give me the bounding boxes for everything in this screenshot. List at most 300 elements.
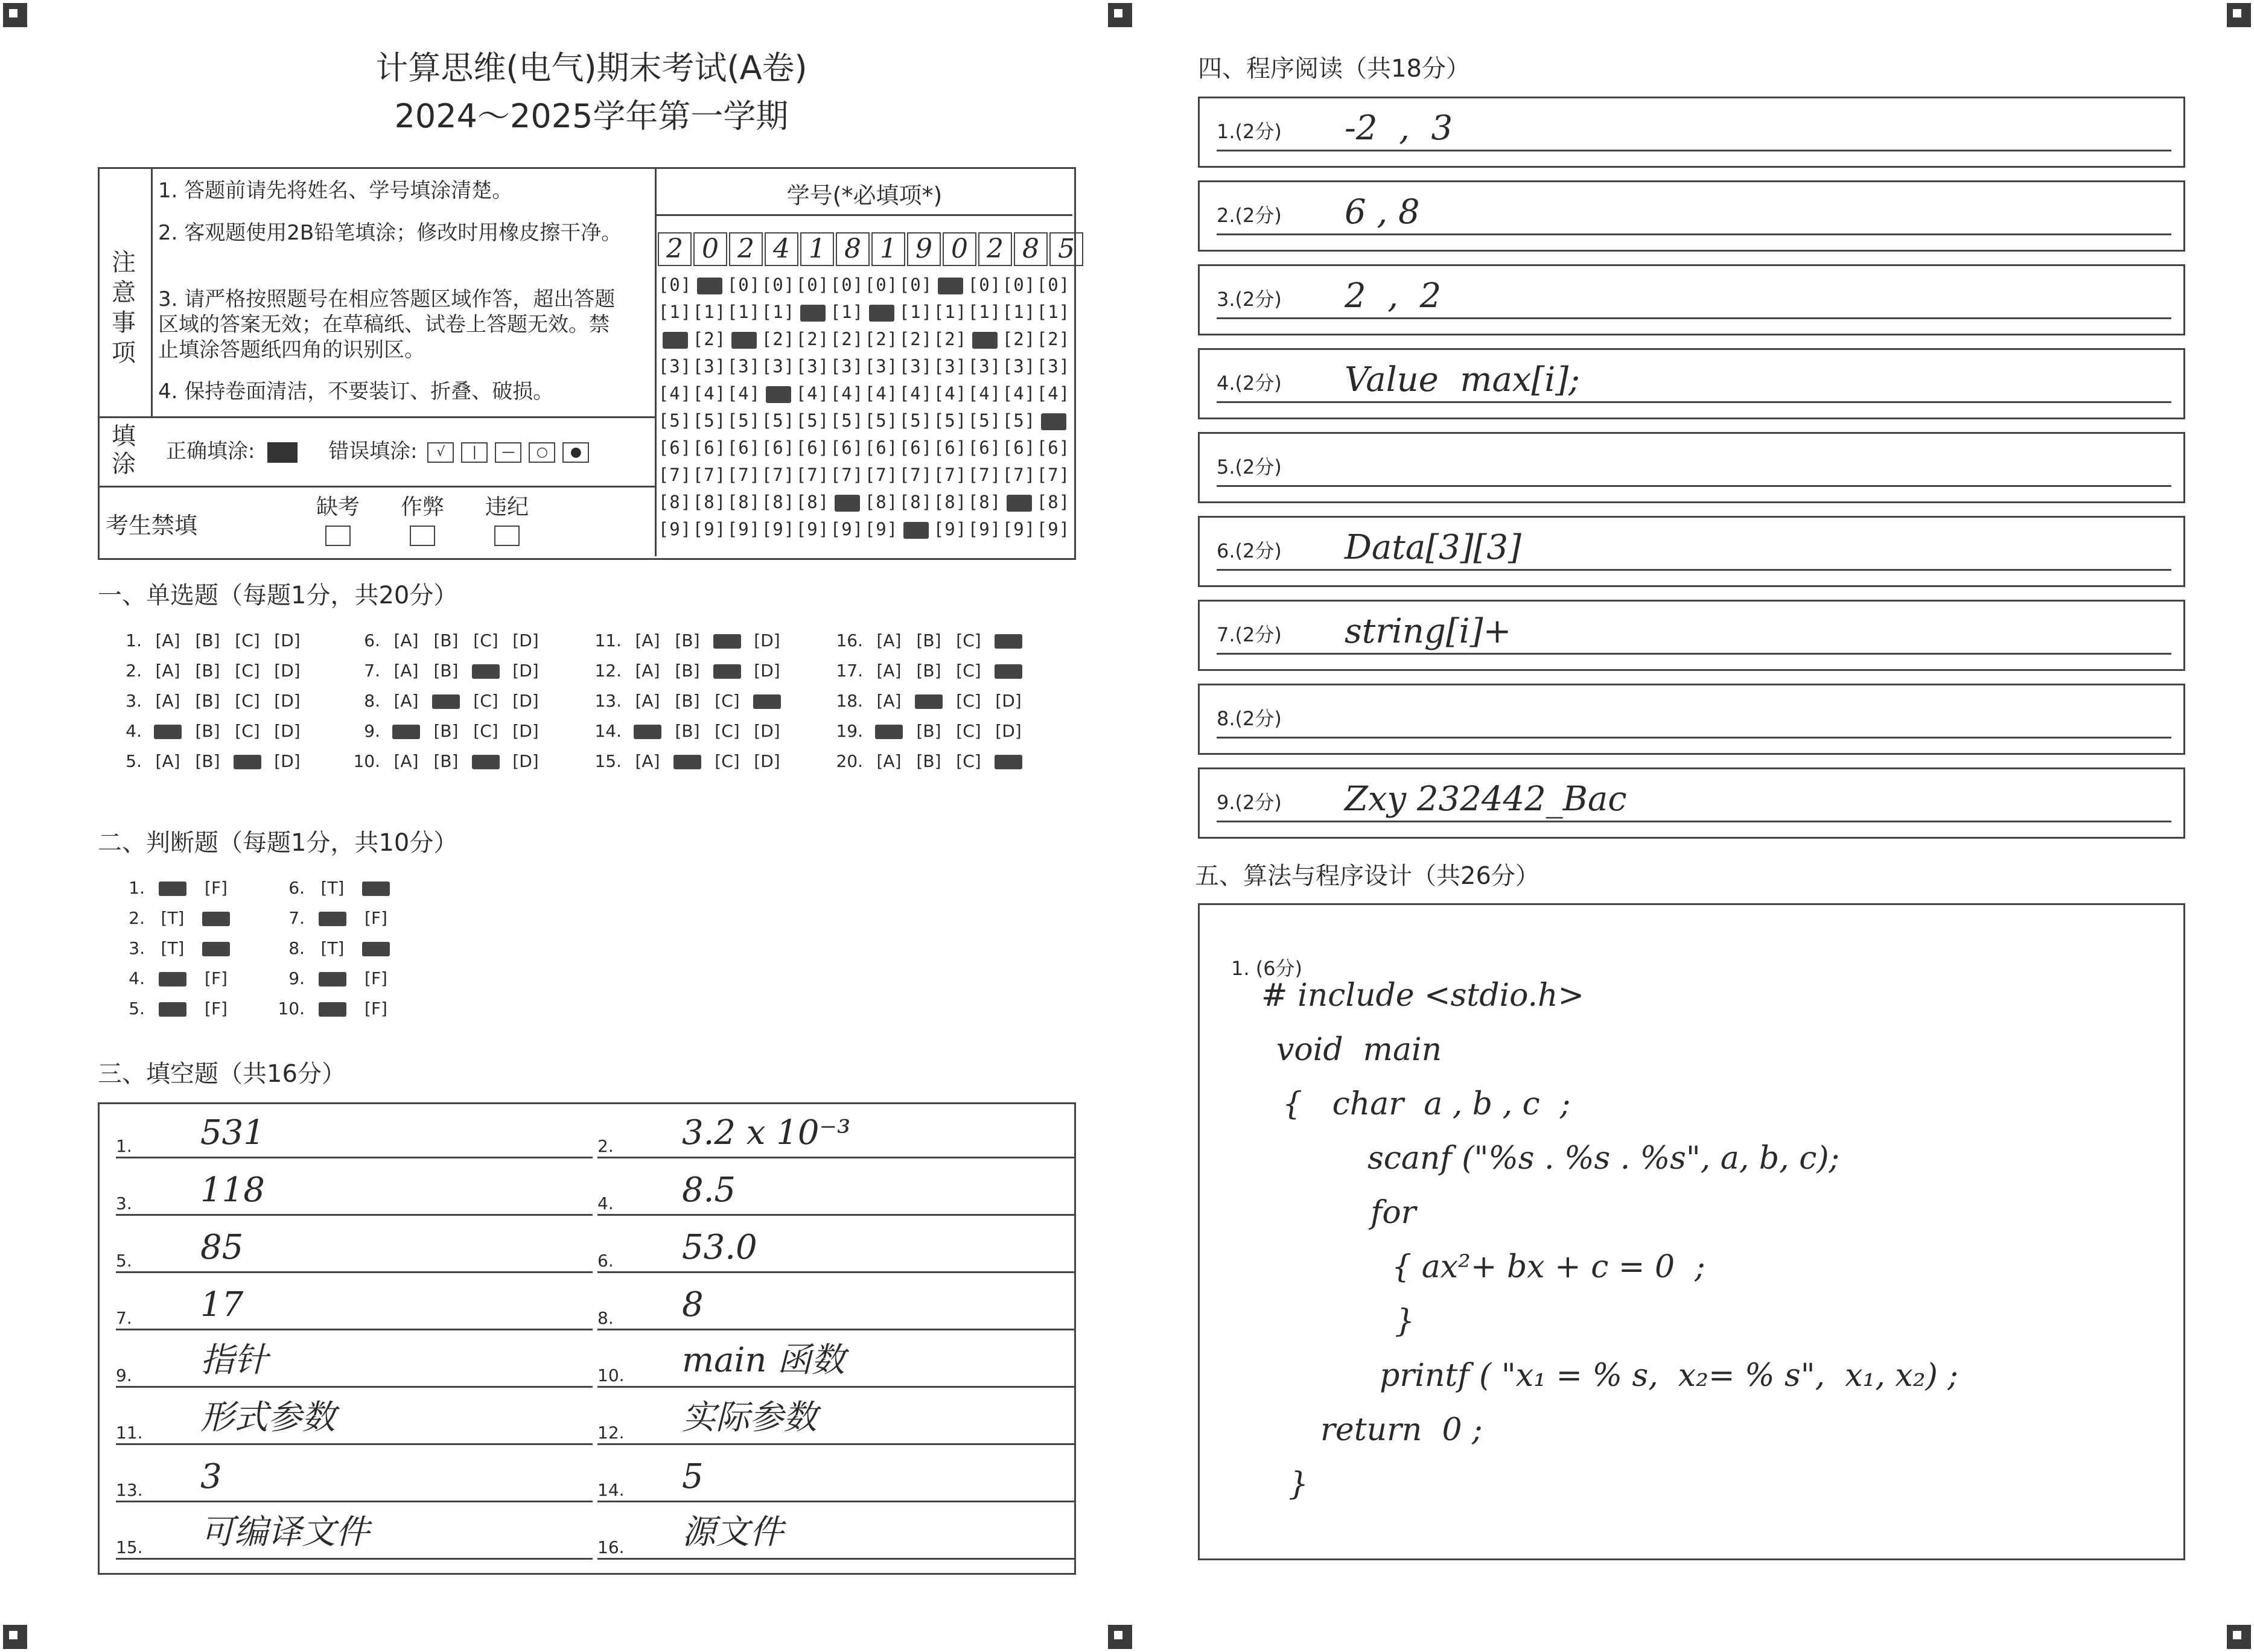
id-bubble[interactable]: [9] — [761, 519, 795, 539]
id-bubble[interactable]: [4] — [830, 383, 864, 404]
program-answer-box — [1198, 516, 2185, 587]
id-bubble[interactable]: [6] — [692, 437, 727, 458]
id-bubble[interactable]: [5] — [658, 410, 692, 431]
id-bubble[interactable]: [6] — [899, 437, 933, 458]
option-bubble[interactable]: [F] — [365, 968, 387, 988]
answer-text[interactable]: Data[3][3] — [1345, 528, 1521, 567]
id-bubble[interactable]: [6] — [795, 437, 830, 458]
option-bubble[interactable]: [A] — [393, 691, 419, 711]
blank-number: 10. — [597, 1365, 625, 1385]
mcq-question — [830, 721, 1028, 741]
id-bubble[interactable]: [3] — [795, 356, 830, 376]
option-bubble[interactable]: [B] — [675, 691, 700, 711]
option-bubble[interactable]: [F] — [205, 878, 228, 898]
option-bubble[interactable]: [C] — [235, 721, 260, 741]
option-bubble[interactable]: [D] — [754, 751, 780, 771]
id-bubble[interactable] — [658, 329, 692, 349]
blank-answer[interactable]: 8.5 — [682, 1171, 736, 1210]
id-bubble[interactable]: [0] — [658, 275, 692, 295]
blank-item — [597, 1276, 1074, 1330]
id-bubble[interactable]: [5] — [933, 410, 967, 431]
id-bubble[interactable]: [0] — [899, 275, 933, 295]
checkbox[interactable] — [325, 526, 351, 546]
checkbox[interactable] — [494, 526, 520, 546]
id-bubble[interactable]: [5] — [830, 410, 864, 431]
answer-text[interactable]: 2 , 2 — [1345, 276, 1442, 316]
id-bubble[interactable]: [7] — [761, 465, 795, 485]
id-bubble[interactable]: [2] — [830, 329, 864, 349]
blank-number: 13. — [116, 1480, 143, 1500]
option-bubble[interactable]: [C] — [715, 721, 740, 741]
id-bubble[interactable]: [1] — [1002, 302, 1036, 322]
id-bubble[interactable]: [6] — [727, 437, 761, 458]
id-bubble[interactable]: [8] — [795, 492, 830, 512]
option-bubble[interactable] — [386, 721, 426, 741]
id-bubble[interactable] — [830, 492, 864, 512]
id-bubble[interactable]: [2] — [1002, 329, 1036, 349]
answer-text[interactable]: -2 , 3 — [1345, 109, 1453, 148]
option-bubble[interactable] — [311, 908, 354, 928]
option-bubble[interactable]: [B] — [675, 721, 700, 741]
option-bubble[interactable] — [194, 908, 238, 928]
id-bubble[interactable]: [2] — [933, 329, 967, 349]
id-bubble[interactable] — [795, 302, 830, 322]
answer-label: 5.(2分) — [1217, 456, 1282, 478]
section5-title: 五、算法与程序设计（共26分） — [1195, 862, 1539, 890]
id-bubble[interactable]: [1] — [899, 302, 933, 322]
option-bubble[interactable] — [194, 938, 238, 958]
option-bubble[interactable]: [A] — [155, 691, 180, 711]
id-bubble[interactable]: [7] — [1002, 465, 1036, 485]
id-bubble[interactable]: [4] — [899, 383, 933, 404]
option-bubble[interactable]: [C] — [715, 691, 740, 711]
id-bubble[interactable]: [4] — [864, 383, 899, 404]
id-bubble[interactable]: [8] — [692, 492, 727, 512]
option-bubble[interactable] — [466, 661, 506, 681]
id-bubble[interactable]: [1] — [692, 302, 727, 322]
option-bubble[interactable]: [D] — [754, 631, 780, 650]
code-line: } — [1355, 1303, 1415, 1339]
id-bubble[interactable] — [1002, 492, 1036, 512]
option-bubble[interactable]: [B] — [916, 721, 941, 741]
mcq-question — [830, 631, 1028, 650]
id-bubble[interactable] — [727, 329, 761, 349]
id-bubble[interactable]: [2] — [899, 329, 933, 349]
answer-line — [1217, 821, 2171, 822]
option-bubble[interactable] — [869, 721, 909, 741]
id-bubble[interactable] — [899, 519, 933, 539]
blank-answer[interactable]: 85 — [200, 1228, 244, 1267]
blank-number: 7. — [116, 1308, 132, 1328]
id-bubble[interactable]: [6] — [830, 437, 864, 458]
id-bubble[interactable]: [8] — [967, 492, 1002, 512]
id-bubble[interactable]: [7] — [1036, 465, 1071, 485]
id-bubble[interactable]: [9] — [658, 519, 692, 539]
option-bubble[interactable]: [F] — [205, 968, 228, 988]
id-bubble[interactable]: [4] — [1036, 383, 1071, 404]
option-bubble[interactable] — [151, 878, 194, 898]
id-bubble[interactable]: [0] — [864, 275, 899, 295]
id-bubble[interactable]: [3] — [967, 356, 1002, 376]
program-answer-box — [1198, 97, 2185, 168]
program-answer-box — [1198, 432, 2185, 503]
option-bubble[interactable]: [A] — [876, 751, 902, 771]
option-bubble[interactable]: [B] — [433, 661, 459, 681]
id-bubble[interactable]: [7] — [967, 465, 1002, 485]
id-bubble[interactable]: [9] — [830, 519, 864, 539]
id-bubble[interactable]: [7] — [899, 465, 933, 485]
id-bubble[interactable] — [692, 275, 727, 295]
option-bubble[interactable]: [C] — [235, 631, 260, 650]
option-bubble[interactable] — [354, 878, 398, 898]
answer-line — [1217, 401, 2171, 403]
option-bubble[interactable]: [C] — [473, 691, 498, 711]
program-answer-box — [1198, 348, 2185, 419]
id-bubble[interactable]: [1] — [761, 302, 795, 322]
id-bubble[interactable]: [7] — [795, 465, 830, 485]
option-bubble[interactable] — [989, 751, 1028, 771]
option-bubble[interactable]: [A] — [155, 751, 180, 771]
option-bubble[interactable]: [D] — [754, 661, 780, 681]
option-bubble[interactable]: [D] — [754, 721, 780, 741]
id-bubble[interactable]: [2] — [1036, 329, 1071, 349]
id-bubble[interactable]: [0] — [761, 275, 795, 295]
option-bubble[interactable]: [C] — [956, 631, 981, 650]
option-bubble[interactable]: [A] — [876, 661, 902, 681]
option-bubble[interactable]: [F] — [365, 908, 387, 928]
mcq-question — [347, 691, 546, 711]
id-bubble[interactable]: [3] — [658, 356, 692, 376]
option-bubble[interactable]: [C] — [473, 721, 498, 741]
option-bubble[interactable]: [C] — [235, 691, 260, 711]
id-bubble[interactable]: [1] — [727, 302, 761, 322]
answer-text[interactable]: Value max[i]; — [1345, 360, 1580, 399]
blank-answer[interactable]: 5 — [682, 1457, 704, 1496]
option-bubble[interactable]: [A] — [155, 631, 180, 650]
option-bubble[interactable]: [B] — [195, 721, 220, 741]
id-bubble[interactable]: [1] — [658, 302, 692, 322]
blank-answer[interactable]: 118 — [200, 1171, 265, 1210]
id-bubble[interactable]: [8] — [864, 492, 899, 512]
option-bubble[interactable]: [D] — [512, 751, 539, 771]
option-bubble[interactable]: [A] — [155, 661, 180, 681]
answer-text[interactable]: string[i]+ — [1345, 612, 1512, 651]
option-bubble[interactable]: [A] — [635, 751, 660, 771]
question-number: 7. — [364, 661, 380, 681]
question-number: 8. — [364, 691, 380, 711]
option-bubble[interactable] — [311, 999, 354, 1018]
option-bubble[interactable] — [667, 751, 707, 771]
id-bubble[interactable]: [6] — [1036, 437, 1071, 458]
id-bubble[interactable]: [6] — [864, 437, 899, 458]
blank-answer[interactable]: 源文件 — [682, 1513, 783, 1552]
id-bubble[interactable]: [4] — [967, 383, 1002, 404]
option-bubble[interactable]: [D] — [512, 631, 539, 650]
id-bubble[interactable]: [3] — [830, 356, 864, 376]
id-bubble[interactable]: [5] — [864, 410, 899, 431]
blank-number: 8. — [597, 1308, 614, 1328]
id-bubble[interactable]: [0] — [1002, 275, 1036, 295]
q-label: 1. (6分) — [1231, 957, 1303, 980]
corner-marker — [3, 3, 27, 27]
option-bubble[interactable]: [D] — [274, 751, 301, 771]
option-bubble[interactable]: [A] — [393, 751, 419, 771]
student-id-digit: 2 — [729, 232, 763, 266]
option-bubble[interactable]: [B] — [675, 661, 700, 681]
id-bubble[interactable]: [5] — [967, 410, 1002, 431]
id-bubble[interactable]: [1] — [830, 302, 864, 322]
id-bubble[interactable] — [1036, 410, 1071, 431]
id-bubble[interactable]: [8] — [658, 492, 692, 512]
blank-answer[interactable]: 3.2 x 10⁻³ — [682, 1113, 851, 1152]
option-bubble[interactable]: [B] — [195, 631, 220, 650]
question-number: 3. — [126, 691, 142, 711]
option-bubble[interactable] — [426, 691, 466, 711]
option-bubble[interactable]: [C] — [956, 691, 981, 711]
blank-answer[interactable]: 指针 — [200, 1341, 268, 1380]
option-bubble[interactable] — [151, 968, 194, 988]
option-bubble[interactable]: [C] — [956, 721, 981, 741]
option-bubble[interactable]: [D] — [274, 631, 301, 650]
id-bubble[interactable]: [5] — [727, 410, 761, 431]
option-bubble[interactable] — [707, 631, 747, 650]
option-bubble[interactable]: [A] — [393, 631, 419, 650]
id-bubble[interactable]: [6] — [761, 437, 795, 458]
blank-line — [116, 1443, 593, 1445]
id-bubble[interactable]: [8] — [933, 492, 967, 512]
option-bubble[interactable]: [A] — [635, 691, 660, 711]
option-bubble[interactable]: [D] — [512, 691, 539, 711]
id-bubble[interactable]: [9] — [1002, 519, 1036, 539]
id-bubble[interactable]: [5] — [761, 410, 795, 431]
option-bubble[interactable] — [466, 751, 506, 771]
blank-answer[interactable]: 实际参数 — [682, 1398, 817, 1437]
student-id-digit: 9 — [907, 232, 941, 266]
id-bubble[interactable]: [6] — [1002, 437, 1036, 458]
option-bubble[interactable]: [D] — [995, 691, 1022, 711]
option-bubble[interactable]: [C] — [715, 751, 740, 771]
option-bubble[interactable]: [C] — [235, 661, 260, 681]
student-id-digit: 5 — [1049, 232, 1083, 266]
id-bubble[interactable] — [933, 275, 967, 295]
checkbox[interactable] — [410, 526, 435, 546]
option-bubble[interactable]: [B] — [916, 631, 941, 650]
id-bubble[interactable]: [3] — [864, 356, 899, 376]
id-bubble[interactable]: [7] — [692, 465, 727, 485]
option-bubble[interactable]: [B] — [433, 751, 459, 771]
id-bubble[interactable]: [3] — [1036, 356, 1071, 376]
option-bubble[interactable]: [D] — [274, 691, 301, 711]
blank-answer[interactable]: 8 — [682, 1285, 704, 1324]
option-bubble[interactable]: [B] — [433, 631, 459, 650]
id-bubble[interactable] — [864, 302, 899, 322]
blank-item — [597, 1505, 1074, 1560]
blank-number: 12. — [597, 1423, 625, 1443]
id-bubble[interactable]: [2] — [795, 329, 830, 349]
id-bubble[interactable]: [4] — [727, 383, 761, 404]
id-bubble[interactable]: [0] — [967, 275, 1002, 295]
question-number: 18. — [836, 691, 863, 711]
id-bubble[interactable]: [2] — [864, 329, 899, 349]
tf-question — [109, 968, 238, 988]
id-bubble[interactable] — [761, 383, 795, 404]
id-bubble[interactable]: [4] — [658, 383, 692, 404]
id-bubble[interactable]: [7] — [658, 465, 692, 485]
id-bubble[interactable]: [9] — [1036, 519, 1071, 539]
option-bubble[interactable]: [T] — [161, 908, 185, 928]
option-bubble[interactable]: [A] — [635, 631, 660, 650]
id-bubble[interactable]: [7] — [864, 465, 899, 485]
option-bubble[interactable] — [909, 691, 949, 711]
blank-number: 1. — [116, 1136, 132, 1156]
id-bubble[interactable]: [9] — [692, 519, 727, 539]
option-bubble[interactable]: [D] — [995, 721, 1022, 741]
blank-item — [116, 1333, 593, 1388]
id-bubble[interactable]: [3] — [727, 356, 761, 376]
id-bubble[interactable]: [9] — [967, 519, 1002, 539]
id-bubble[interactable]: [9] — [795, 519, 830, 539]
student-id-digits — [658, 232, 1085, 266]
option-bubble[interactable]: [F] — [365, 999, 387, 1018]
mcq-question — [109, 631, 307, 650]
id-bubble[interactable]: [4] — [1002, 383, 1036, 404]
option-bubble[interactable] — [148, 721, 188, 741]
id-bubble[interactable]: [5] — [795, 410, 830, 431]
id-bubble[interactable]: [3] — [1002, 356, 1036, 376]
id-bubble[interactable]: [7] — [727, 465, 761, 485]
id-bubble[interactable]: [3] — [899, 356, 933, 376]
id-bubble[interactable]: [9] — [864, 519, 899, 539]
option-bubble[interactable] — [989, 661, 1028, 681]
id-bubble[interactable]: [6] — [967, 437, 1002, 458]
option-bubble[interactable]: [B] — [433, 721, 459, 741]
option-bubble[interactable]: [C] — [956, 751, 981, 771]
option-bubble[interactable]: [D] — [512, 721, 539, 741]
id-bubble[interactable]: [8] — [1036, 492, 1071, 512]
id-bubble[interactable] — [967, 329, 1002, 349]
id-bubble[interactable]: [0] — [795, 275, 830, 295]
id-bubble[interactable]: [3] — [761, 356, 795, 376]
option-bubble[interactable]: [D] — [274, 661, 301, 681]
option-bubble[interactable]: [T] — [320, 938, 345, 958]
option-bubble[interactable] — [151, 999, 194, 1018]
id-bubble[interactable]: [1] — [967, 302, 1002, 322]
id-bubble[interactable]: [8] — [727, 492, 761, 512]
option-bubble[interactable]: [B] — [195, 751, 220, 771]
answer-label: 4.(2分) — [1217, 372, 1282, 395]
blank-answer[interactable]: 3 — [200, 1457, 222, 1496]
id-bubble[interactable]: [6] — [933, 437, 967, 458]
id-bubble[interactable]: [2] — [692, 329, 727, 349]
id-bubble[interactable]: [9] — [727, 519, 761, 539]
option-bubble[interactable]: [B] — [195, 691, 220, 711]
bubble-row — [658, 302, 1071, 329]
option-bubble[interactable]: [D] — [274, 721, 301, 741]
id-bubble[interactable]: [5] — [899, 410, 933, 431]
id-bubble[interactable]: [2] — [761, 329, 795, 349]
id-bubble[interactable]: [4] — [933, 383, 967, 404]
id-bubble[interactable]: [1] — [933, 302, 967, 322]
option-bubble[interactable]: [A] — [635, 661, 660, 681]
id-bubble[interactable]: [3] — [933, 356, 967, 376]
blank-answer[interactable]: 可编译文件 — [200, 1513, 369, 1552]
blank-item — [116, 1104, 593, 1158]
student-id-digit: 4 — [765, 232, 798, 266]
option-bubble[interactable] — [707, 661, 747, 681]
id-bubble[interactable]: [7] — [933, 465, 967, 485]
id-bubble[interactable]: [6] — [658, 437, 692, 458]
option-bubble[interactable] — [989, 631, 1028, 650]
id-bubble[interactable]: [3] — [692, 356, 727, 376]
id-bubble[interactable]: [8] — [761, 492, 795, 512]
option-bubble[interactable]: [D] — [512, 661, 539, 681]
bubble-row — [658, 519, 1071, 546]
id-bubble[interactable]: [7] — [830, 465, 864, 485]
blank-answer[interactable]: 531 — [200, 1113, 265, 1152]
option-bubble[interactable]: [F] — [205, 999, 228, 1018]
code-line: { char a , b , c ; — [1282, 1086, 1571, 1122]
corner-marker — [1108, 3, 1132, 27]
question-number: 14. — [594, 721, 622, 741]
option-bubble[interactable] — [228, 751, 267, 771]
option-bubble[interactable]: [B] — [916, 661, 941, 681]
id-bubble[interactable]: [0] — [1036, 275, 1071, 295]
id-bubble[interactable]: [0] — [727, 275, 761, 295]
option-bubble[interactable]: [B] — [675, 631, 700, 650]
option-bubble[interactable]: [C] — [473, 631, 498, 650]
option-bubble[interactable]: [T] — [320, 878, 345, 898]
option-bubble[interactable] — [311, 968, 354, 988]
id-bubble[interactable]: [8] — [899, 492, 933, 512]
tf-question — [109, 938, 238, 958]
option-bubble[interactable]: [A] — [393, 661, 419, 681]
id-bubble[interactable]: [5] — [1002, 410, 1036, 431]
bubble-row — [658, 437, 1071, 465]
bubble-row — [658, 492, 1071, 519]
blank-number: 6. — [597, 1251, 614, 1271]
option-bubble[interactable] — [628, 721, 667, 741]
question-number: 5. — [129, 999, 145, 1018]
id-bubble[interactable]: [0] — [830, 275, 864, 295]
mcq-question — [347, 751, 546, 771]
blank-answer[interactable]: main 函数 — [682, 1341, 845, 1380]
option-bubble[interactable]: [C] — [956, 661, 981, 681]
id-bubble[interactable]: [4] — [795, 383, 830, 404]
blank-answer[interactable]: 形式参数 — [200, 1398, 336, 1437]
code-line: scanf ("%s . %s . %s", a, b, c); — [1328, 1140, 1840, 1177]
section2-title: 二、判断题（每题1分，共10分） — [98, 829, 458, 857]
option-bubble[interactable] — [747, 691, 787, 711]
option-bubble[interactable]: [T] — [161, 938, 185, 958]
blank-answer[interactable]: 17 — [200, 1285, 244, 1324]
id-bubble[interactable]: [1] — [1036, 302, 1071, 322]
id-bubble[interactable]: [5] — [692, 410, 727, 431]
option-bubble[interactable]: [B] — [916, 751, 941, 771]
option-bubble[interactable]: [B] — [195, 661, 220, 681]
blank-number: 14. — [597, 1480, 625, 1500]
option-bubble[interactable] — [354, 938, 398, 958]
id-bubble[interactable]: [9] — [933, 519, 967, 539]
answer-text[interactable]: Zxy 232442_Bac — [1345, 780, 1627, 819]
id-bubble[interactable]: [4] — [692, 383, 727, 404]
option-bubble[interactable]: [A] — [876, 691, 902, 711]
answer-text[interactable]: 6 , 8 — [1345, 192, 1420, 232]
blank-line — [116, 1214, 593, 1216]
blank-line — [116, 1501, 593, 1502]
option-bubble[interactable]: [A] — [876, 631, 902, 650]
answer-line — [1217, 485, 2171, 487]
blank-answer[interactable]: 53.0 — [682, 1228, 757, 1267]
